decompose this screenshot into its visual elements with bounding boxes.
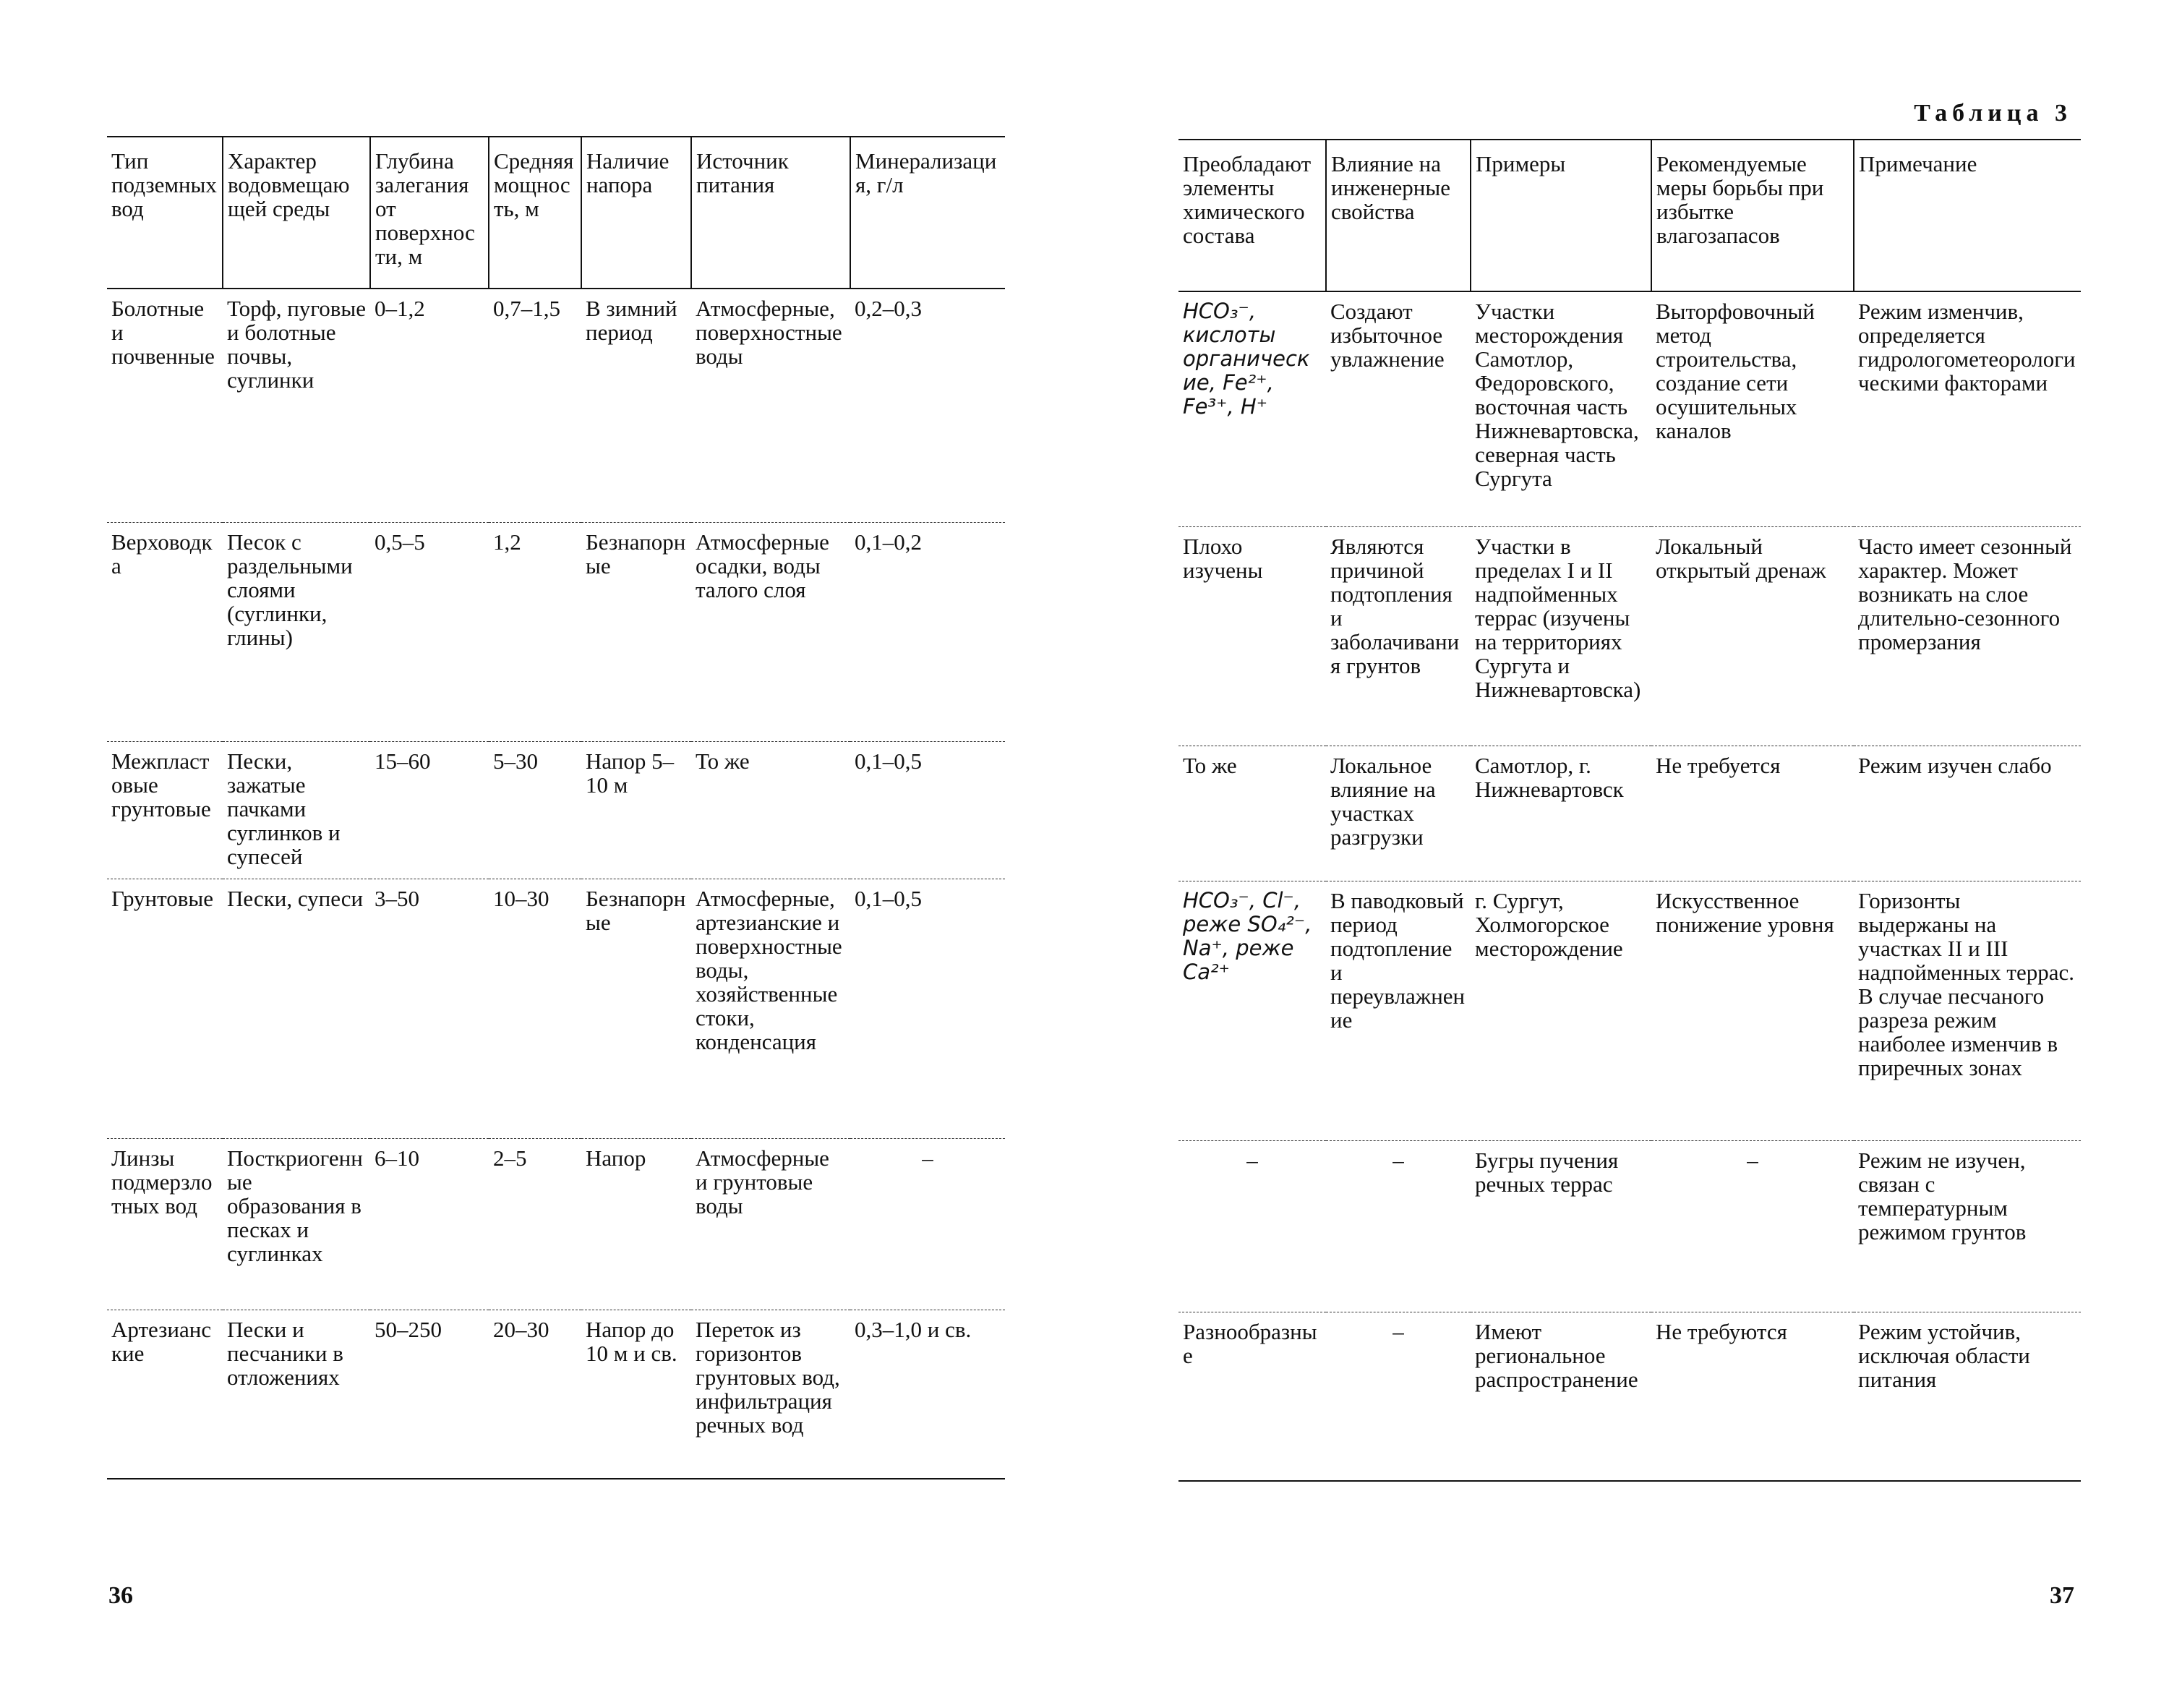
cell-recommended-measures: Локальный открытый дренаж <box>1656 534 1826 583</box>
cell-engineering-influence: – <box>1392 1319 1404 1344</box>
table-caption: Таблица 3 <box>1914 100 2072 127</box>
cell-water-type: Верховодка <box>111 529 213 578</box>
header-mineralization: Минерализация, г/л <box>850 137 1005 289</box>
cell-water-type: Межпластовые грунтовые <box>111 748 211 821</box>
cell-pressure: Напор до 10 м и св. <box>586 1317 677 1366</box>
table-row <box>107 1310 1005 1479</box>
cell-thickness: 5–30 <box>493 748 538 774</box>
header-depth: Глубина залегания от поверхности, м <box>370 137 489 289</box>
cell-engineering-influence: Создают избыточное увлажнение <box>1330 299 1445 372</box>
cell-recommended-measures: Искусственное понижение уровня <box>1656 888 1834 937</box>
cell-thickness: 20–30 <box>493 1317 549 1342</box>
cell-engineering-influence: – <box>1392 1148 1404 1173</box>
cell-note: Режим не изучен, связан с температурным режимом грунтов <box>1858 1148 2027 1244</box>
cell-recharge-source: Атмосферные, артезианские и поверхностные воды, хозяйственные стоки, конденсация <box>696 886 842 1054</box>
table-row <box>107 742 1005 879</box>
groundwater-properties-table <box>1178 139 2081 1482</box>
header-engineering-influence: Влияние на инженерные свойства <box>1326 140 1471 291</box>
cell-note: Горизонты выдержаны на участках II и III надпойменных террас. В случае песчаного разреза режим наиболее изменчив в приречных зонах <box>1858 888 2075 1080</box>
cell-pressure: В зимний период <box>586 296 677 345</box>
cell-water-type: Грунтовые <box>111 886 214 911</box>
cell-mineralization: – <box>922 1145 933 1171</box>
cell-host-medium: Пески, супеси <box>227 886 364 911</box>
cell-examples: Участки месторождения Самотлор, Федоровского, восточная часть Нижневартовска, северная часть Сургута <box>1475 299 1639 491</box>
cell-examples: Самотлор, г. Нижневартовск <box>1475 753 1624 802</box>
table-row <box>1178 291 2081 527</box>
cell-pressure: Безнапорные <box>586 529 686 578</box>
header-note: Примечание <box>1854 140 2081 291</box>
cell-chemical-composition: HCO₃⁻, Cl⁻, реже SO₄²⁻, Na⁺, реже Ca²⁺ <box>1183 888 1312 984</box>
cell-chemical-composition: – <box>1246 1148 1258 1173</box>
cell-recommended-measures: Выторфовочный метод строительства, создание сети осушительных каналов <box>1656 299 1815 443</box>
cell-depth: 3–50 <box>375 886 419 911</box>
header-pressure: Наличие напора <box>581 137 691 289</box>
header-recommended-measures: Рекомендуемые меры борьбы при избытке влагозапасов <box>1651 140 1854 291</box>
groundwater-types-table <box>107 136 1005 1479</box>
cell-note: Режим устойчив, исключая области питания <box>1858 1319 2030 1392</box>
cell-host-medium: Песок с раздельными слоями (суглинки, глины) <box>227 529 353 650</box>
cell-host-medium: Торф, пуговые и болотные почвы, суглинки <box>227 296 366 393</box>
cell-note: Часто имеет сезонный характер. Может возникать на слое длительно-сезонного промерзания <box>1858 534 2072 654</box>
header-examples: Примеры <box>1471 140 1651 291</box>
table-row <box>107 523 1005 742</box>
header-recharge-source: Источник питания <box>691 137 850 289</box>
page-number-left: 36 <box>108 1582 133 1609</box>
cell-depth: 50–250 <box>375 1317 442 1342</box>
cell-mineralization: 0,2–0,3 <box>855 296 922 321</box>
cell-engineering-influence: Локальное влияние на участках разгрузки <box>1330 753 1436 850</box>
cell-pressure: Напор 5–10 м <box>586 748 675 798</box>
cell-mineralization: 0,3–1,0 и св. <box>855 1317 972 1342</box>
cell-water-type: Болотные и почвенные <box>111 296 215 369</box>
page-number-right: 37 <box>2050 1582 2074 1609</box>
table-row <box>107 289 1005 523</box>
cell-host-medium: Пески, зажатые пачками суглинков и супесей <box>227 748 341 869</box>
cell-thickness: 0,7–1,5 <box>493 296 560 321</box>
cell-chemical-composition: То же <box>1183 753 1237 778</box>
cell-chemical-composition: Разнообразные <box>1183 1319 1317 1368</box>
header-host-medium: Характер водовмещающей среды <box>223 137 370 289</box>
cell-pressure: Безнапорные <box>586 886 686 935</box>
cell-pressure: Напор <box>586 1145 646 1171</box>
cell-host-medium: Посткриогенные образования в песках и суглинках <box>227 1145 363 1266</box>
right-page <box>1084 0 2169 1708</box>
table-header-row <box>1178 140 2081 291</box>
cell-depth: 0,5–5 <box>375 529 425 555</box>
header-chemical-composition: Преобладают элементы химического состава <box>1183 151 1312 248</box>
cell-note: Режим изменчив, определяется гидрологометеорологическими факторами <box>1858 299 2076 396</box>
cell-note: Режим изучен слабо <box>1858 753 2052 778</box>
cell-mineralization: 0,1–0,5 <box>855 748 922 774</box>
cell-engineering-influence: Являются причиной подтопления и заболачивания грунтов <box>1330 534 1460 678</box>
header-water-type: Тип подземных вод <box>111 148 217 221</box>
cell-recharge-source: Атмосферные осадки, воды талого слоя <box>696 529 829 602</box>
left-page <box>0 0 1084 1708</box>
cell-recharge-source: Переток из горизонтов грунтовых вод, инфильтрация речных вод <box>696 1317 840 1438</box>
cell-recommended-measures: Не требуются <box>1656 1319 1787 1344</box>
cell-mineralization: 0,1–0,5 <box>855 886 922 911</box>
cell-thickness: 1,2 <box>493 529 521 555</box>
table-row <box>1178 746 2081 881</box>
cell-recharge-source: То же <box>696 748 750 774</box>
cell-depth: 15–60 <box>375 748 431 774</box>
cell-recommended-measures: Не требуется <box>1656 753 1781 778</box>
table-row <box>107 1139 1005 1310</box>
table-header-row <box>107 137 1005 289</box>
cell-thickness: 10–30 <box>493 886 549 911</box>
cell-depth: 6–10 <box>375 1145 419 1171</box>
table-row <box>1178 1141 2081 1312</box>
header-thickness: Средняя мощность, м <box>489 137 581 289</box>
table-row <box>1178 527 2081 746</box>
cell-host-medium: Пески и песчаники в отложениях <box>227 1317 343 1390</box>
cell-chemical-composition: HCO₃⁻, кислоты органические, Fe²⁺, Fe³⁺, H⁺ <box>1183 299 1310 419</box>
table-row <box>107 879 1005 1139</box>
cell-water-type: Артезианские <box>111 1317 212 1366</box>
cell-examples: Участки в пределах I и II надпойменных террас (изучены на территориях Сургута и Нижневартовска) <box>1475 534 1641 702</box>
cell-depth: 0–1,2 <box>375 296 425 321</box>
cell-examples: Бугры пучения речных террас <box>1475 1148 1619 1197</box>
table-row <box>1178 881 2081 1141</box>
cell-recharge-source: Атмосферные, поверхностные воды <box>696 296 842 369</box>
cell-recharge-source: Атмосферные и грунтовые воды <box>696 1145 829 1218</box>
cell-thickness: 2–5 <box>493 1145 527 1171</box>
table-row <box>1178 1312 2081 1482</box>
cell-engineering-influence: В паводковый период подтопление и переувлажнение <box>1330 888 1466 1033</box>
cell-water-type: Линзы подмерзлотных вод <box>111 1145 213 1218</box>
cell-examples: Имеют региональное распространение <box>1475 1319 1638 1392</box>
cell-recommended-measures: – <box>1747 1148 1758 1173</box>
cell-mineralization: 0,1–0,2 <box>855 529 922 555</box>
cell-examples: г. Сургут, Холмогорское месторождение <box>1475 888 1623 961</box>
cell-chemical-composition: Плохо изучены <box>1183 534 1263 583</box>
